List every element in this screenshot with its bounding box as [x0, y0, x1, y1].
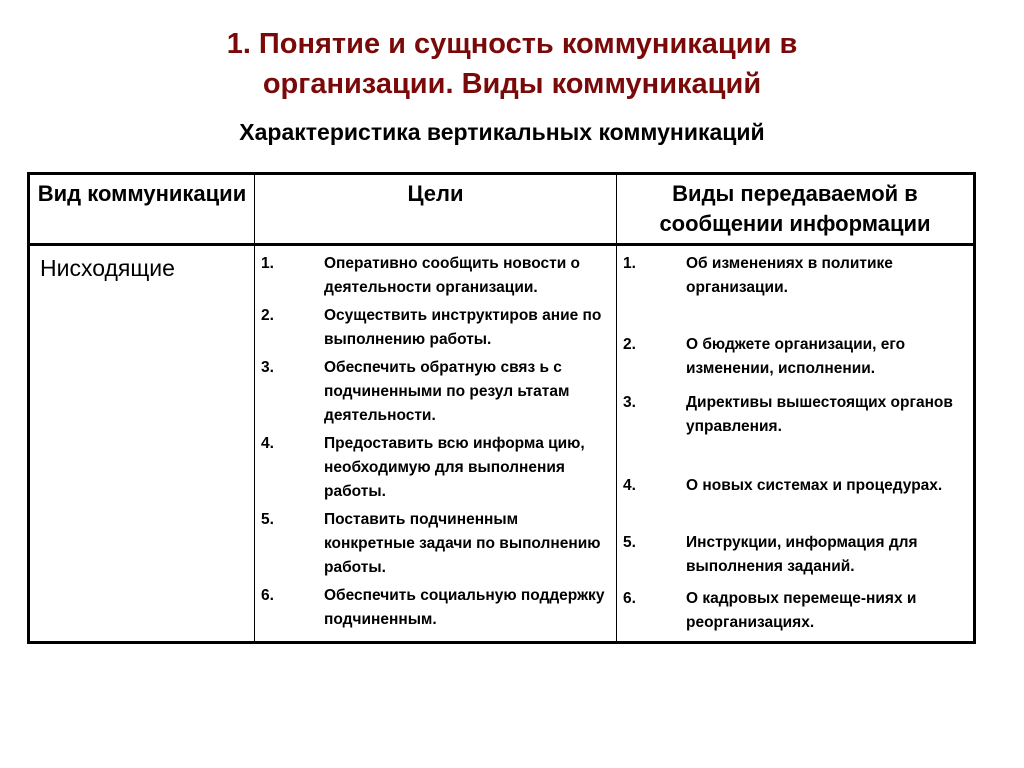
info-number: 2. [623, 336, 636, 353]
info-item [623, 252, 969, 300]
header-communication-type: Вид коммуникации [29, 174, 255, 245]
slide-title-line-1: 1. Понятие и сущность коммуникации в [226, 28, 798, 60]
info-text: Об изменениях в политике организации. [686, 255, 893, 296]
slide-title [0, 24, 1024, 104]
goal-item [261, 432, 612, 504]
goal-number: 3. [261, 359, 274, 376]
goal-text: Обеспечить социальную поддержку подчиненным. [324, 587, 605, 628]
info-number: 6. [623, 590, 636, 607]
info-number: 5. [623, 534, 636, 551]
goal-number: 5. [261, 511, 274, 528]
goal-item [261, 508, 612, 580]
goal-text: Оперативно сообщить новости о деятельности организации. [324, 255, 581, 296]
goal-number: 1. [261, 255, 274, 272]
info-item [623, 474, 969, 498]
info-text: Инструкции, информация для выполнения заданий. [686, 534, 918, 575]
info-text: Директивы вышестоящих органов управления. [686, 394, 953, 435]
info-number: 1. [623, 255, 636, 272]
cell-information-types [617, 245, 975, 643]
goals-list [261, 252, 612, 632]
goal-item [261, 356, 612, 428]
cell-goals [255, 245, 617, 643]
info-item [623, 531, 969, 579]
info-item [623, 391, 969, 439]
goal-text: Поставить подчиненным конкретные задачи по выполнению работы. [324, 511, 601, 576]
table-header-row [29, 174, 975, 245]
info-item [623, 333, 969, 381]
vertical-communications-table [27, 172, 976, 644]
info-text: О бюджете организации, его изменении, исполнении. [686, 336, 906, 377]
slide-title-line-2: организации. Виды коммуникаций [262, 68, 762, 100]
info-number: 4. [623, 477, 636, 494]
goal-number: 2. [261, 307, 274, 324]
info-text: О новых системах и процедурах. [686, 477, 943, 494]
cell-communication-type: Нисходящие [29, 245, 255, 643]
goal-item [261, 304, 612, 352]
goal-number: 6. [261, 587, 274, 604]
goal-text: Обеспечить обратную связ ь с подчиненными по резул ьтатам деятельности. [324, 359, 570, 424]
goal-number: 4. [261, 435, 274, 452]
goal-item [261, 252, 612, 300]
information-types-list [623, 252, 969, 635]
header-goals: Цели [255, 174, 617, 245]
info-number: 3. [623, 394, 636, 411]
slide-subtitle: Характеристика вертикальных коммуникаций [239, 119, 765, 145]
goal-text: Предоставить всю информа цию, необходимую для выполнения работы. [324, 435, 585, 500]
goal-text: Осуществить инструктиров ание по выполнению работы. [324, 307, 602, 348]
goal-item [261, 584, 612, 632]
info-text: О кадровых перемеще-ниях и реорганизациях. [686, 590, 917, 631]
info-item [623, 587, 969, 635]
table-row-descending [29, 245, 975, 643]
header-information-types: Виды передаваемой в сообщении информации [617, 174, 975, 245]
